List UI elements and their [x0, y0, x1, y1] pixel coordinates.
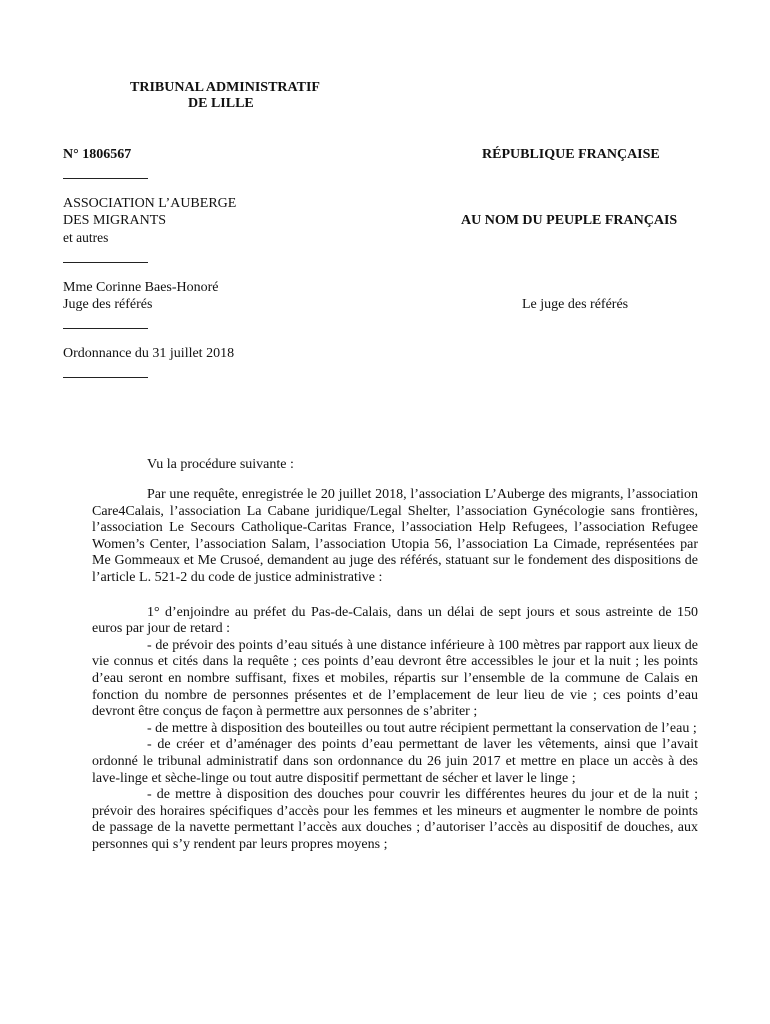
- paragraph-injunction: 1° d’enjoindre au préfet du Pas-de-Calais, dans un délai de sept jours et sous astreinte de 150 euros par jour de retard :: [92, 604, 698, 637]
- paragraph-showers: - de mettre à disposition des douches pour couvrir les différentes heures du jour et de la nuit ; prévoir des horaires spécifiques d’accès pour les femmes et les mineurs et augmenter le nombre de points de passage de la navette permettant l’accès aux douches ; d’autoriser l’accès au dispositif de douches, aux personnes qui s’y rendent par leurs propres moyens ;: [92, 787, 698, 852]
- judge-title-right: Le juge des référés: [522, 297, 629, 312]
- court-name-line1: TRIBUNAL ADMINISTRATIF: [130, 80, 320, 95]
- republic-heading: RÉPUBLIQUE FRANÇAISE: [482, 147, 660, 162]
- procedure-intro: Vu la procédure suivante :: [147, 457, 294, 472]
- in-name-of-heading: AU NOM DU PEUPLE FRANÇAIS: [461, 213, 678, 228]
- judge-name: Mme Corinne Baes-Honoré: [63, 280, 219, 295]
- separator-2: [63, 262, 148, 263]
- separator-4: [63, 377, 148, 378]
- party-name-line2: DES MIGRANTS: [63, 213, 167, 228]
- separator-1: [63, 178, 148, 179]
- case-number: N° 1806567: [63, 147, 132, 162]
- separator-3: [63, 328, 148, 329]
- party-others: et autres: [63, 230, 109, 245]
- judge-role: Juge des référés: [63, 297, 153, 312]
- court-name-line2: DE LILLE: [188, 96, 254, 111]
- party-name-line1: ASSOCIATION L’AUBERGE: [63, 196, 237, 211]
- paragraph-bottles: - de mettre à disposition des bouteilles ou tout autre récipient permettant la conservation de l’eau ;: [147, 720, 697, 736]
- order-date: Ordonnance du 31 juillet 2018: [63, 346, 235, 361]
- paragraph-request: Par une requête, enregistrée le 20 juillet 2018, l’association L’Auberge des migrants, l’association Care4Calais, l’association La Cabane juridique/Legal Shelter, l’association Gynécologie sans frontières, l’association Le Secours Catholique-Caritas France, l’association Help Refugees, l’association Refugee Women’s Center, l’association Salam, l’association Utopia 56, l’association La Cimade, représentées par Me Gommeaux et Me Crusoé, demandent au juge des référés, statuant sur le fondement des dispositions de l’article L. 521-2 du code de justice administrative :: [92, 487, 698, 585]
- paragraph-water-points: - de prévoir des points d’eau situés à une distance inférieure à 100 mètres par rapport aux lieux de vie connus et cités dans la requête ; ces points d’eau devront être accessibles le jour et la nuit ; les points d’eau seront en nombre suffisant, fixes et mobiles, répartis sur l’ensemble de la commune de Calais en fonction du nombre de personnes présentes et de l’emplacement de leur lieu de vie ; ces points d’eau devront être conçus de façon à permettre aux personnes de s’abriter ;: [92, 637, 698, 720]
- document-body: [92, 487, 698, 853]
- paragraph-laundry: - de créer et d’aménager des points d’eau permettant de laver les vêtements, ainsi que l’avait ordonné le tribunal administratif dans son ordonnance du 26 juin 2017 et mettre en place un accès à des lave-linge et sèche-linge ou tout autre dispositif permettant de sécher et laver le linge ;: [92, 737, 698, 786]
